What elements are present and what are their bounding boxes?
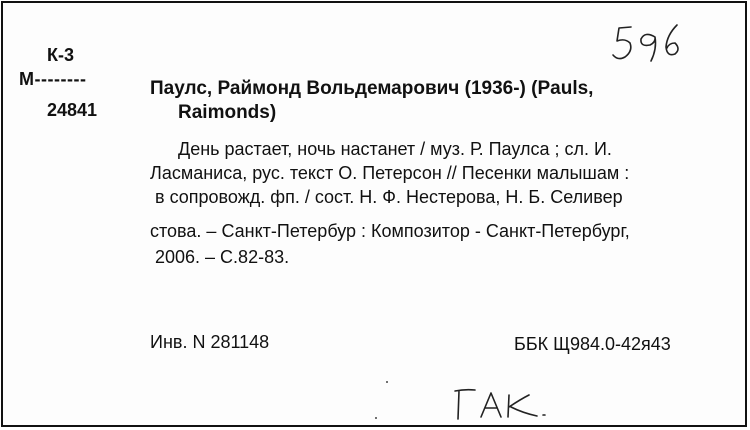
description-line-3: в сопровожд. фп. / сост. Н. Ф. Нестерова, Н. Б. Селивер [155, 187, 623, 207]
description-line-4: стова. – Санкт-Петербур : Композитор - Санкт-Петербург, [150, 221, 630, 241]
author-heading-line-1: Паулс, Раймонд Вольдемарович (1936-) (Pauls, [150, 78, 594, 99]
description-line-5: 2006. – С.82-83. [155, 247, 290, 267]
catalog-card [1, 1, 747, 427]
inventory-number: Инв. N 281148 [150, 332, 270, 352]
handwritten-number [603, 17, 703, 67]
dust-speck [386, 381, 388, 383]
shelf-sub: М-------- [19, 69, 87, 89]
handwritten-stamp [451, 383, 561, 425]
dust-speck [375, 417, 377, 419]
author-heading-line-2: Raimonds) [178, 102, 277, 123]
bbk-code: ББК Щ984.0-42я43 [514, 334, 671, 354]
shelf-number: 24841 [47, 100, 98, 120]
description-line-2: Ласманиса, рус. текст О. Петерсон // Песенки малышам : [150, 163, 630, 183]
description-line-1: День растает, ночь настанет / муз. Р. Паулса ; сл. И. [178, 139, 612, 159]
shelf-code: К-3 [47, 45, 74, 65]
